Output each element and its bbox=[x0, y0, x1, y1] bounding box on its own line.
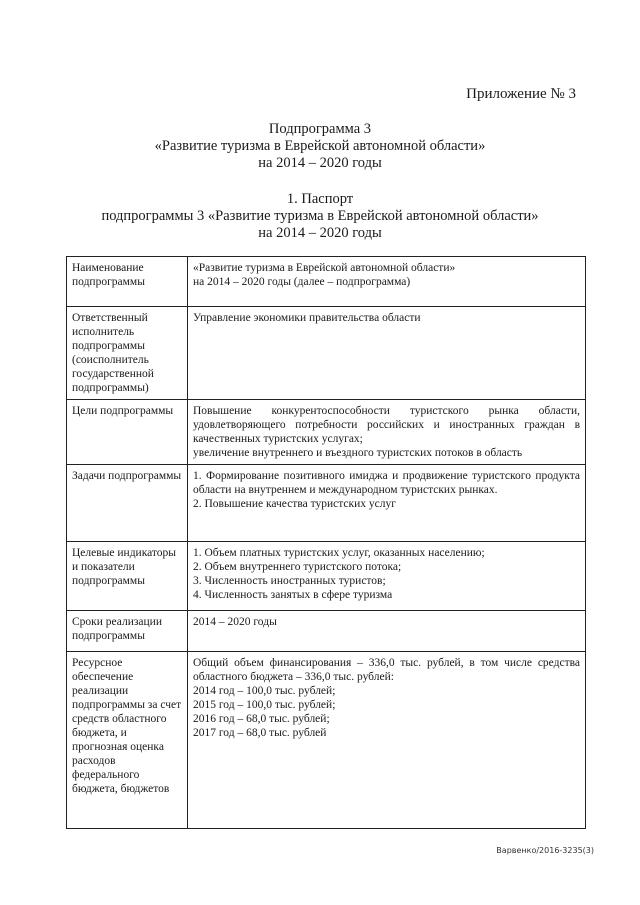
value-line: 2. Повышение качества туристских услуг bbox=[193, 498, 396, 510]
passport-title-line: подпрограммы 3 «Развитие туризма в Еврейской автономной области» bbox=[101, 208, 539, 224]
value-line: 2015 год – 100,0 тыс. рублей; bbox=[193, 699, 336, 711]
table-row bbox=[67, 611, 586, 652]
subprogram-title-line: «Развитие туризма в Еврейской автономной области» bbox=[154, 138, 486, 154]
row-value bbox=[188, 611, 586, 652]
value-line: 2017 год – 68,0 тыс. рублей bbox=[193, 727, 327, 739]
row-value bbox=[188, 652, 586, 829]
subprogram-title-line: Подпрограмма 3 bbox=[268, 121, 372, 137]
table-row bbox=[67, 542, 586, 611]
row-value bbox=[188, 400, 586, 465]
table-row bbox=[67, 465, 586, 542]
table-row bbox=[67, 307, 586, 400]
document-code: Варвенко/2016-3235(3) bbox=[496, 846, 594, 855]
row-value bbox=[188, 307, 586, 400]
value-line: 2014 – 2020 годы bbox=[193, 616, 277, 628]
row-label: Сроки реализации подпрограммы bbox=[67, 611, 188, 652]
table-row bbox=[67, 652, 586, 829]
passport-table bbox=[66, 256, 586, 829]
value-line: Управление экономики правительства области bbox=[193, 312, 421, 324]
passport-title-line: на 2014 – 2020 годы bbox=[258, 225, 382, 241]
value-line: «Развитие туризма в Еврейской автономной области» bbox=[193, 262, 456, 274]
subprogram-title bbox=[0, 121, 640, 172]
value-line: увеличение внутреннего и въездного туристских потоков в область bbox=[193, 447, 523, 459]
table-row bbox=[67, 257, 586, 307]
row-label: Наименование подпрограммы bbox=[67, 257, 188, 307]
subprogram-title-line: на 2014 – 2020 годы bbox=[258, 155, 382, 171]
row-label: Задачи подпрограммы bbox=[67, 465, 188, 542]
passport-title bbox=[0, 191, 640, 242]
value-line: Общий объем финансирования – 336,0 тыс. рублей, в том числе средства областного бюджета – 336,0 тыс. рублей: bbox=[193, 657, 580, 683]
passport-title-line: 1. Паспорт bbox=[286, 191, 354, 207]
value-line: 2014 год – 100,0 тыс. рублей; bbox=[193, 685, 336, 697]
row-value bbox=[188, 465, 586, 542]
value-line: 1. Формирование позитивного имиджа и продвижение туристского продукта области на внутреннем и международном туристских рынках. bbox=[193, 470, 580, 496]
row-value bbox=[188, 257, 586, 307]
value-line: Повышение конкурентоспособности туристского рынка области, удовлетворяющего потребности российских и иностранных граждан в качественных туристских услугах; bbox=[193, 405, 580, 445]
value-line: на 2014 – 2020 годы (далее – подпрограмма) bbox=[193, 276, 411, 288]
value-line: 2. Объем внутреннего туристского потока; bbox=[193, 561, 402, 573]
value-line: 2016 год – 68,0 тыс. рублей; bbox=[193, 713, 330, 725]
row-label: Цели подпрограммы bbox=[67, 400, 188, 465]
value-line: 4. Численность занятых в сфере туризма bbox=[193, 589, 393, 601]
row-label: Целевые индикаторы и показатели подпрограммы bbox=[67, 542, 188, 611]
value-line: 1. Объем платных туристских услуг, оказанных населению; bbox=[193, 547, 485, 559]
appendix-label: Приложение № 3 bbox=[466, 86, 576, 102]
row-label: Ресурсное обеспечение реализации подпрограммы за счет средств областного бюджета, и прогнозная оценка расходов федерального бюджета, бюджетов bbox=[67, 652, 188, 829]
table-row bbox=[67, 400, 586, 465]
value-line: 3. Численность иностранных туристов; bbox=[193, 575, 386, 587]
row-label: Ответственный исполнитель подпрограммы (соисполнитель государственной подпрограммы) bbox=[67, 307, 188, 400]
row-value bbox=[188, 542, 586, 611]
